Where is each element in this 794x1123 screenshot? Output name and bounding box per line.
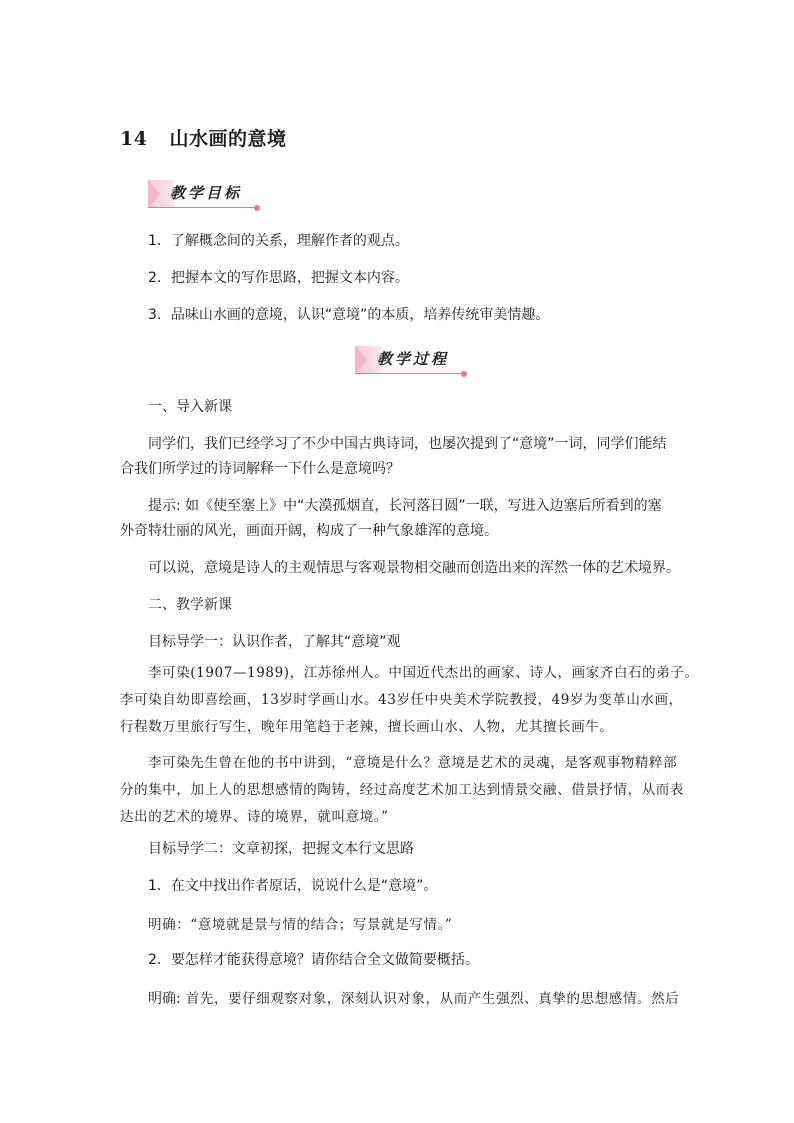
lesson-number: 14 — [120, 128, 148, 150]
section-label-dot — [461, 371, 467, 377]
intro-paragraph-1-line-2: 合我们所学过的诗词解释一下什么是意境吗？ — [120, 461, 400, 477]
guide-2: 目标导学二：文章初探，把握文本行文思路 — [148, 841, 414, 857]
goal-3: 3．品味山水画的意境，认识“意境”的本质，培养传统审美情趣。 — [148, 307, 550, 323]
author-bio-line-2: 李可染自幼即喜绘画，13岁时学画山水。43岁任中央美术学院教授，49岁为变革山水画， — [120, 692, 683, 708]
answer-1: 明确：“意境就是景与情的结合；写景就是写情。” — [148, 917, 453, 933]
guide-1: 目标导学一：认识作者，了解其“意境”观 — [148, 634, 401, 650]
answer-2-label: 明确: — [148, 991, 181, 1007]
goal-2: 2．把握本文的写作思路，把握文本内容。 — [148, 270, 409, 286]
intro-heading: 一、导入新课 — [148, 399, 232, 415]
section-label-underline — [355, 373, 463, 375]
author-bio-line-3: 行程数万里旅行写生，晚年用笔趋于老辣，擅长画山水、人物，尤其擅长画牛。 — [120, 719, 614, 735]
section-label-text: 教学目标 — [170, 184, 243, 202]
page-title — [120, 124, 286, 151]
question-1: 1．在文中找出作者原话，说说什么是“意境”。 — [148, 878, 438, 894]
answer-2-text: 首先，要仔细观察对象，深刻认识对象，从而产生强烈、真挚的思想感情。然后 — [185, 991, 680, 1007]
section-label-underline — [148, 207, 256, 209]
answer-2 — [148, 987, 679, 1009]
intro-paragraph-1-line-1: 同学们，我们已经学习了不少中国古典诗词，也屡次提到了“意境”一词，同学们能结 — [148, 436, 667, 452]
newlesson-heading: 二、教学新课 — [148, 597, 232, 613]
intro-paragraph-2-line-1: 提示: 如《使至塞上》中“大漠孤烟直，长河落日圆”一联，写进入边塞后所看到的塞 — [148, 498, 662, 514]
author-quote-line-1: 李可染先生曾在他的书中讲到，“意境是什么？意境是艺术的灵魂，是客观事物精粹部 — [148, 755, 678, 771]
section-label-text: 教学过程 — [377, 350, 450, 368]
section-label-process — [355, 346, 467, 374]
author-quote-line-3: 达出的艺术的境界、诗的境界，就叫意境。” — [120, 809, 389, 825]
author-quote-line-2: 分的集中，加上人的思想感情的陶铸，经过高度艺术加工达到情景交融、借景抒情，从而表 — [120, 782, 684, 798]
intro-paragraph-2-line-2: 外奇特壮丽的风光，画面开阔，构成了一种气象雄浑的意境。 — [120, 523, 498, 539]
intro-paragraph-3: 可以说，意境是诗人的主观情思与客观景物相交融而创造出来的浑然一体的艺术境界。 — [148, 560, 680, 576]
section-label-triangle — [148, 180, 160, 208]
goal-1: 1．了解概念间的关系，理解作者的观点。 — [148, 233, 409, 249]
section-label-dot — [254, 205, 260, 211]
lesson-title: 山水画的意境 — [169, 128, 287, 150]
section-label-goals — [148, 180, 260, 208]
question-2: 2．要怎样才能获得意境？请你结合全文做简要概括。 — [148, 952, 479, 968]
author-bio-line-1: 李可染(1907—1989)，江苏徐州人。中国近代杰出的画家、诗人，画家齐白石的弟子。 — [148, 665, 699, 681]
section-label-triangle — [355, 346, 367, 374]
